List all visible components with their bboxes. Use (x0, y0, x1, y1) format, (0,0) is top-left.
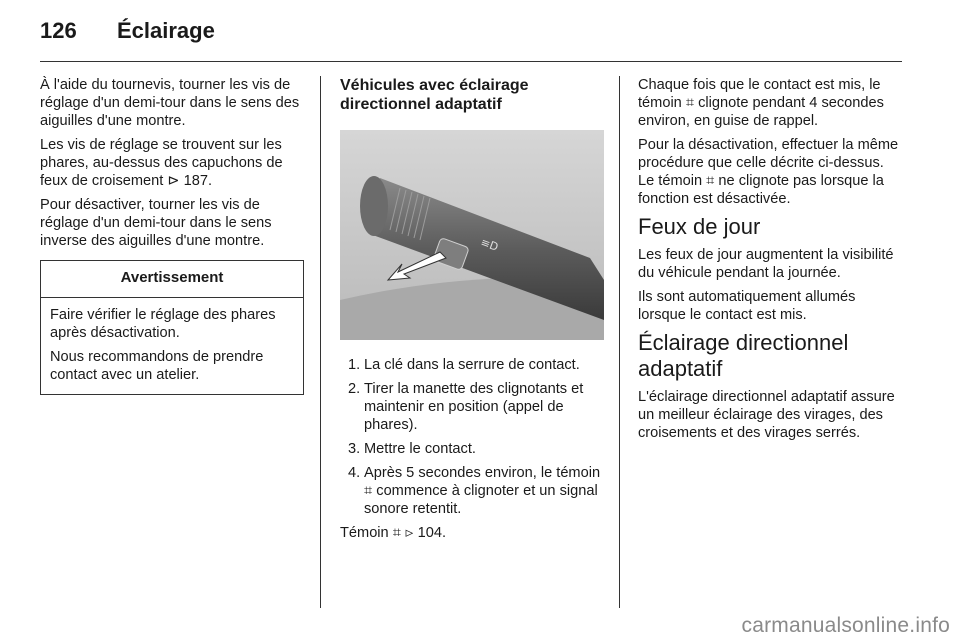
column-right (638, 76, 902, 448)
column-divider-2 (619, 76, 620, 608)
paragraph: À l'aide du tournevis, tourner les vis de réglage d'un demi-tour dans le sens des aiguilles d'une montre. (40, 77, 300, 129)
column-divider-1 (320, 76, 321, 608)
list-item: 2. Tirer la manette des clignotants et maintenir en position (appel de phares). (348, 381, 584, 433)
warning-text: Faire vérifier le réglage des phares après désactivation. (50, 307, 276, 341)
paragraph: Pour la désactivation, effectuer la même procédure que celle décrite ci-dessus. Le témoin ⌗ ne clignote pas lorsque la fonction est désactivée. (638, 137, 899, 207)
turn-signal-lever-illustration (340, 130, 604, 340)
list-item: 1. La clé dans la serrure de contact. (348, 357, 580, 373)
warning-body (41, 298, 303, 394)
page-header (40, 18, 902, 62)
paragraph: Les vis de réglage se trouvent sur les phares, au-dessus des capuchons de feux de croisement ⊳ 187. (40, 137, 283, 189)
paragraph: Les feux de jour augmentent la visibilité du véhicule pendant la journée. (638, 247, 894, 281)
header-divider (40, 61, 902, 62)
list-item: 4. Après 5 secondes environ, le témoin ⌗ commence à clignoter et un signal sonore retentit. (348, 465, 601, 517)
paragraph: L'éclairage directionnel adaptatif assure un meilleur éclairage des virages, des croisements et des virages serrés. (638, 389, 895, 441)
section-heading-adaptive-lighting: Éclairage directionnel adaptatif (638, 330, 849, 381)
warning-title: Avertissement (41, 261, 303, 298)
paragraph: Ils sont automatiquement allumés lorsque le contact est mis. (638, 289, 856, 323)
steps-list (340, 356, 604, 518)
svg-text:≡D: ≡D (478, 235, 501, 254)
paragraph: Pour désactiver, tourner les vis de réglage d'un demi-tour dans le sens inverse des aiguilles d'une montre. (40, 197, 272, 249)
indicator-reference: Témoin ⌗ ⊳ 104. (340, 525, 446, 541)
lever-drawing (340, 130, 604, 340)
watermark: carmanualsonline.info (741, 614, 950, 637)
page-title: Éclairage (117, 18, 215, 43)
list-item: 3. Mettre le contact. (348, 441, 476, 457)
column-middle (340, 76, 604, 548)
section-heading: Véhicules avec éclairage directionnel adaptatif (340, 77, 529, 113)
paragraph: Chaque fois que le contact est mis, le témoin ⌗ clignote pendant 4 secondes environ, en guise de rappel. (638, 77, 884, 129)
warning-box (40, 260, 304, 395)
column-left (40, 76, 304, 395)
section-heading-daytime-lights: Feux de jour (638, 214, 761, 239)
page-number: 126 (40, 18, 77, 43)
warning-text: Nous recommandons de prendre contact avec un atelier. (50, 349, 264, 383)
